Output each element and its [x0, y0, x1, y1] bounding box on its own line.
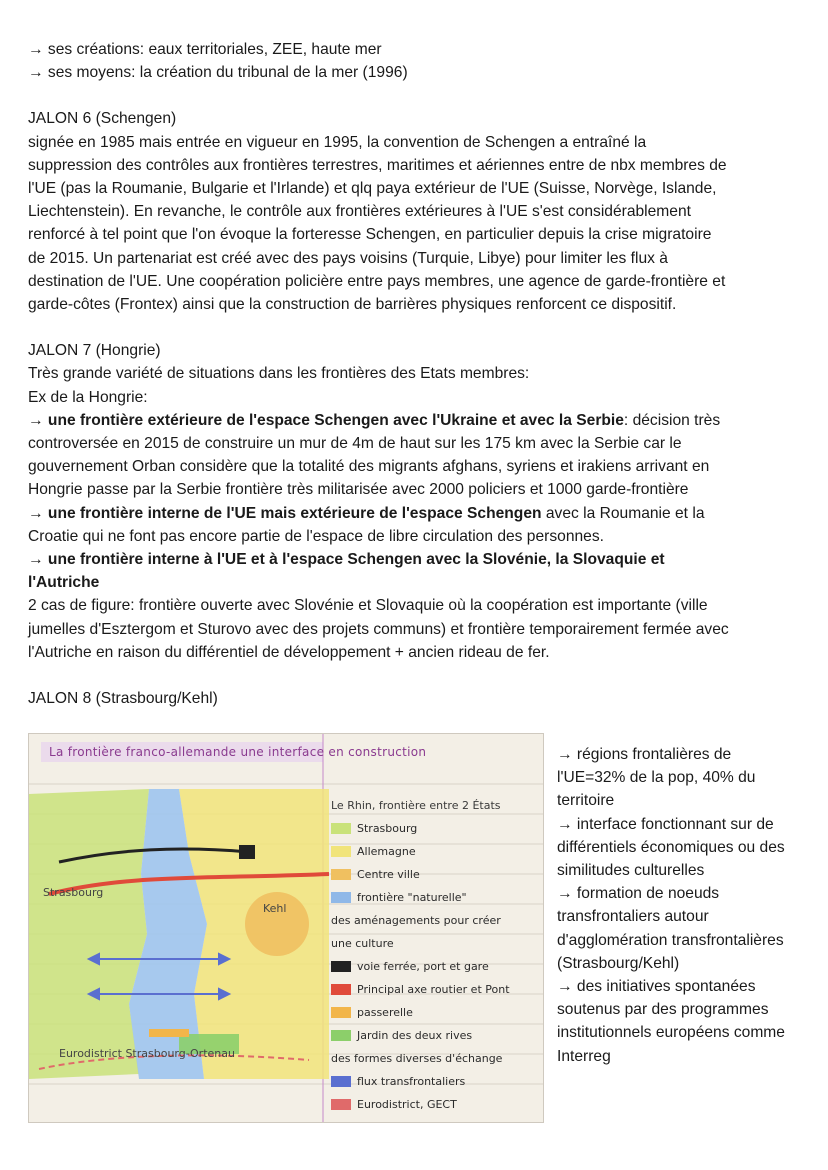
jalon6-line: l'UE (pas la Roumanie, Bulgarie et l'Irlande) et qlq paya extérieur de l'UE (Suisse, Norvège, Islande,: [28, 180, 717, 198]
jalon6-line: destination de l'UE. Une coopération policière entre pays membres, une agence de garde-frontière et: [28, 272, 726, 290]
strasbourg-kehl-map-figure: [28, 733, 544, 1123]
sidenote-line: → régions frontalières de: [557, 746, 732, 763]
strasbourg-map-label: Strasbourg: [43, 886, 104, 899]
legend-item: [331, 1070, 539, 1093]
jalon6-line: de 2015. Un partenariat est créé avec des pays voisins (Turquie, Libye) pour limiter les flux à: [28, 249, 668, 267]
legend-swatch: [331, 1076, 351, 1087]
legend-label: passerelle: [357, 1006, 413, 1019]
jalon7-point3-bold-2: [28, 571, 824, 594]
jalon8-heading: JALON 8 (Strasbourg/Kehl): [28, 690, 218, 708]
jalon6-line: suppression des contrôles aux frontières terrestres, maritimes et aériennes entre de nbx membres de: [28, 156, 727, 174]
legend-swatch: [331, 1007, 351, 1018]
legend-item: [331, 886, 539, 909]
legend-label: voie ferrée, port et gare: [357, 960, 489, 973]
point1-rest: : décision très: [623, 411, 721, 429]
jalon7-point3-line: 2 cas de figure: frontière ouverte avec Slovénie et Slovaquie où la coopération est importante (ville: [28, 597, 708, 615]
jalon7-point1-line: Hongrie passe par la Serbie frontière très militarisée avec 2000 policiers et 1000 garde-frontière: [28, 481, 689, 499]
sidenote-line: transfrontaliers autour: [557, 908, 709, 926]
sidenote-line: (Strasbourg/Kehl): [557, 954, 680, 972]
legend-item: [331, 932, 539, 955]
intro-line-2: → ses moyens: la création du tribunal de la mer (1996): [28, 64, 408, 82]
jalon7-intro: Très grande variété de situations dans les frontières des Etats membres:: [28, 365, 530, 383]
point2-rest: avec la Roumanie et la: [541, 504, 705, 522]
legend-swatch: [331, 869, 351, 880]
legend-item: [331, 1047, 539, 1070]
kehl-map-label: Kehl: [263, 902, 287, 915]
footbridge: [149, 1029, 189, 1037]
sidenote-line: Interreg: [557, 1047, 611, 1065]
legend-label: Eurodistrict, GECT: [357, 1098, 457, 1111]
map-legend: [331, 794, 539, 1116]
jalon7-point1-line: controversée en 2015 de construire un mur de 4m de haut sur les 175 km avec la Serbie car le: [28, 435, 682, 453]
legend-label: frontière "naturelle": [357, 891, 467, 904]
legend-swatch: [331, 961, 351, 972]
figure-sidenotes: [557, 743, 825, 1068]
legend-label: Allemagne: [357, 845, 416, 858]
sidenote-line: → des initiatives spontanées: [557, 978, 756, 996]
sidenote-line: l'UE=32% de la pop, 40% du: [557, 769, 756, 787]
legend-swatch: [331, 1030, 351, 1041]
legend-item: [331, 1024, 539, 1047]
railway-station: [239, 845, 255, 859]
legend-swatch: [331, 823, 351, 834]
sidenote-line: similitudes culturelles: [557, 862, 705, 880]
point2-bold: → une frontière interne de l'UE mais extérieure de l'espace Schengen: [28, 504, 542, 522]
jalon7-point1: [28, 409, 824, 432]
sidenote-line: soutenus par des programmes: [557, 1001, 769, 1019]
jalon7-point1-line: gouvernement Orban considère que la totalité des migrants afghans, syriens et irakiens arrivant en: [28, 458, 710, 476]
strasbourg-area: [29, 789, 149, 1079]
sidenote-line: → formation de noeuds: [557, 885, 720, 903]
legend-item: [331, 840, 539, 863]
legend-swatch: [331, 984, 351, 995]
legend-item: [331, 1001, 539, 1024]
sidenote-line: différentiels économiques ou des: [557, 838, 785, 856]
legend-item: [331, 817, 539, 840]
jalon6-line: renforcé à tel point que l'on évoque la forteresse Schengen, en particulier depuis la crise migratoire: [28, 226, 712, 244]
eurodistrict-map-label: Eurodistrict Strasbourg-Ortenau: [59, 1047, 235, 1060]
sidenote-line: institutionnels européens comme: [557, 1024, 785, 1042]
legend-label: Centre ville: [357, 868, 420, 881]
legend-label: Principal axe routier et Pont: [357, 983, 510, 996]
jalon6-line: Liechtenstein). En revanche, le contrôle aux frontières extérieures à l'UE s'est considérablement: [28, 203, 691, 221]
figure-title: La frontière franco-allemande une interface en construction: [49, 745, 427, 759]
jalon7-point2-line: Croatie qui ne font pas encore partie de l'espace de libre circulation des personnes.: [28, 527, 604, 545]
legend-label: une culture: [331, 937, 394, 950]
document-body: [28, 38, 824, 710]
sidenote-line: → interface fonctionnant sur de: [557, 815, 774, 833]
legend-swatch: [331, 846, 351, 857]
legend-label: flux transfrontaliers: [357, 1075, 466, 1088]
jalon6-line: signée en 1985 mais entrée en vigueur en 1995, la convention de Schengen a entraîné la: [28, 133, 647, 151]
jalon7-point3-line: jumelles d'Esztergom et Sturovo avec des projets communs) et frontière temporairement fermée avec: [28, 620, 729, 638]
sidenote-line: d'agglomération transfrontalières: [557, 931, 784, 949]
legend-swatch: [331, 1099, 351, 1110]
jalon6-heading: JALON 6 (Schengen): [28, 110, 177, 128]
legend-item: [331, 1093, 539, 1116]
legend-swatch: [331, 892, 351, 903]
intro-line-1: → ses créations: eaux territoriales, ZEE, haute mer: [28, 41, 382, 58]
legend-label: des aménagements pour créer: [331, 914, 501, 927]
legend-label: Jardin des deux rives: [357, 1029, 473, 1042]
point3-bold-text-2: l'Autriche: [28, 574, 100, 592]
jalon7-example: Ex de la Hongrie:: [28, 388, 148, 406]
legend-item: [331, 978, 539, 1001]
legend-item: [331, 955, 539, 978]
jalon7-point2: [28, 502, 824, 525]
point3-bold-text-1: → une frontière interne à l'UE et à l'espace Schengen avec la Slovénie, la Slovaquie et: [28, 551, 665, 569]
jalon7-heading: JALON 7 (Hongrie): [28, 342, 161, 360]
sidenote-line: territoire: [557, 792, 615, 810]
jalon7-point3-line: l'Autriche en raison du différentiel de développement + ancien rideau de fer.: [28, 643, 550, 661]
legend-item: [331, 909, 539, 932]
jalon6-line: garde-côtes (Frontex) ainsi que la construction de barrières physiques renforcent ce dispositif.: [28, 296, 677, 314]
jalon7-point3-bold-1: [28, 548, 824, 571]
legend-item: [331, 863, 539, 886]
legend-label: des formes diverses d'échange: [331, 1052, 503, 1065]
point1-bold: → une frontière extérieure de l'espace Schengen avec l'Ukraine et avec la Serbie: [28, 411, 624, 429]
legend-heading: Le Rhin, frontière entre 2 États: [331, 799, 501, 812]
legend-label: Strasbourg: [357, 822, 418, 835]
